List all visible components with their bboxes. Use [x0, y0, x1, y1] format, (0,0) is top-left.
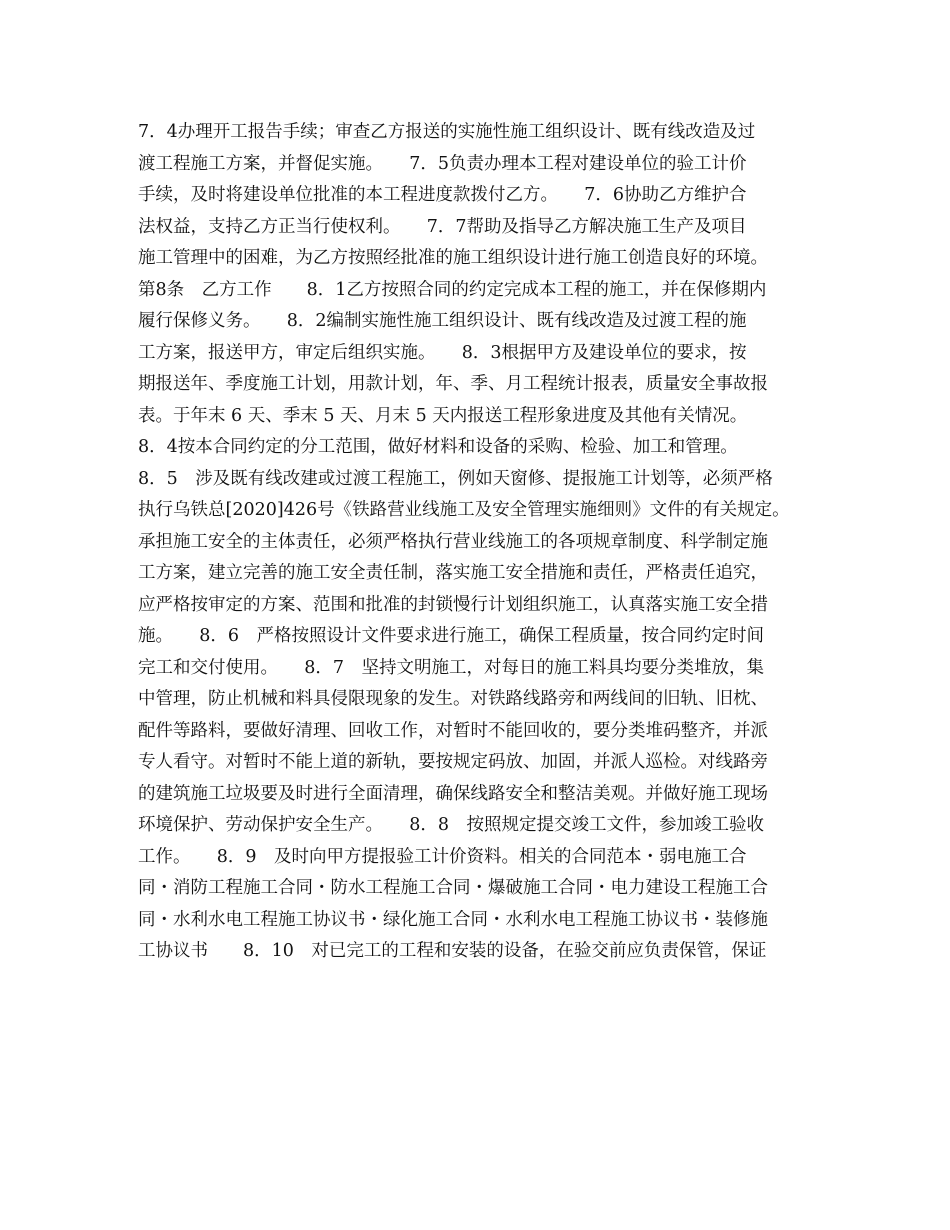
text-line-12: 8．5 涉及既有线改建或过渡工程施工，例如天窗修、提报施工计划等，必须严格	[138, 468, 773, 489]
text-line-3: 手续，及时将建设单位批准的本工程进度款拨付乙方。 7．6协助乙方维护合	[138, 185, 747, 205]
text-line-2: 渡工程施工方案，并督促实施。 7．5负责办理本工程对建设单位的验工计价	[138, 153, 747, 174]
text-line-4: 法权益，支持乙方正当行使权利。 7．7帮助及指导乙方解决施工生产及项目	[138, 216, 747, 237]
text-line-25: 同・消防工程施工合同・防水工程施工合同・爆破施工合同・电力建设工程施工合	[138, 878, 768, 898]
text-line-5: 施工管理中的困难，为乙方按照经批准的施工组织设计进行施工创造良好的环境。	[138, 248, 768, 268]
text-line-9: 期报送年、季度施工计划，用款计划，年、季、月工程统计报表，质量安全事故报	[138, 374, 768, 394]
text-line-24: 工作。 8．9 及时向甲方提报验工计价资料。相关的合同范本・弱电施工合	[138, 846, 747, 867]
text-line-6: 第8条 乙方工作 8．1乙方按照合同的约定完成本工程的施工，并在保修期内	[138, 279, 767, 300]
text-line-16: 应严格按审定的方案、范围和批准的封锁慢行计划组织施工，认真落实施工安全措	[138, 594, 768, 615]
text-line-21: 专人看守。对暂时不能上道的新轨，要按规定码放、加固，并派人巡检。对线路旁	[138, 752, 768, 772]
text-line-23: 环境保护、劳动保护安全生产。 8．8 按照规定提交竣工文件，参加竣工验收	[138, 815, 765, 835]
text-line-17: 施。 8．6 严格按照设计文件要求进行施工，确保工程质量，按合同约定时间	[138, 626, 765, 646]
text-line-15: 工方案，建立完善的施工安全责任制，落实施工安全措施和责任，严格责任追究，	[138, 563, 768, 583]
text-line-26: 同・水利水电工程施工协议书・绿化施工合同・水利水电工程施工协议书・装修施	[138, 909, 768, 930]
text-line-18: 完工和交付使用。 8．7 坚持文明施工，对每日的施工料具均要分类堆放，集	[138, 657, 765, 678]
text-line-1: 7．4办理开工报告手续；审查乙方报送的实施性施工组织设计、既有线改造及过	[138, 122, 756, 142]
text-line-13: 执行乌铁总[2020]426号《铁路营业线施工及安全管理实施细则》文件的有关规定。	[138, 500, 790, 520]
text-line-14: 承担施工安全的主体责任，必须严格执行营业线施工的各项规章制度、科学制定施	[138, 531, 768, 552]
text-line-7: 履行保修义务。 8．2编制实施性施工组织设计、既有线改造及过渡工程的施	[138, 311, 747, 331]
text-line-11: 8．4按本合同约定的分工范围，做好材料和设备的采购、检验、加工和管理。	[138, 437, 738, 457]
text-line-10: 表。于年末 6 天、季末 5 天、月末 5 天内报送工程形象进度及其他有关情况。	[138, 405, 748, 426]
text-line-8: 工方案，报送甲方，审定后组织实施。 8．3根据甲方及建设单位的要求，按	[138, 342, 747, 363]
body-text	[138, 117, 828, 968]
text-line-19: 中管理，防止机械和料具侵限现象的发生。对铁路线路旁和两线间的旧轨、旧枕、	[138, 689, 768, 709]
text-line-22: 的建筑施工垃圾要及时进行全面清理，确保线路安全和整洁美观。并做好施工现场	[138, 783, 768, 804]
text-line-20: 配件等路料，要做好清理、回收工作，对暂时不能回收的，要分类堆码整齐，并派	[138, 720, 768, 741]
text-line-27: 工协议书 8．10 对已完工的工程和安装的设备，在验交前应负责保管，保证	[138, 941, 767, 961]
